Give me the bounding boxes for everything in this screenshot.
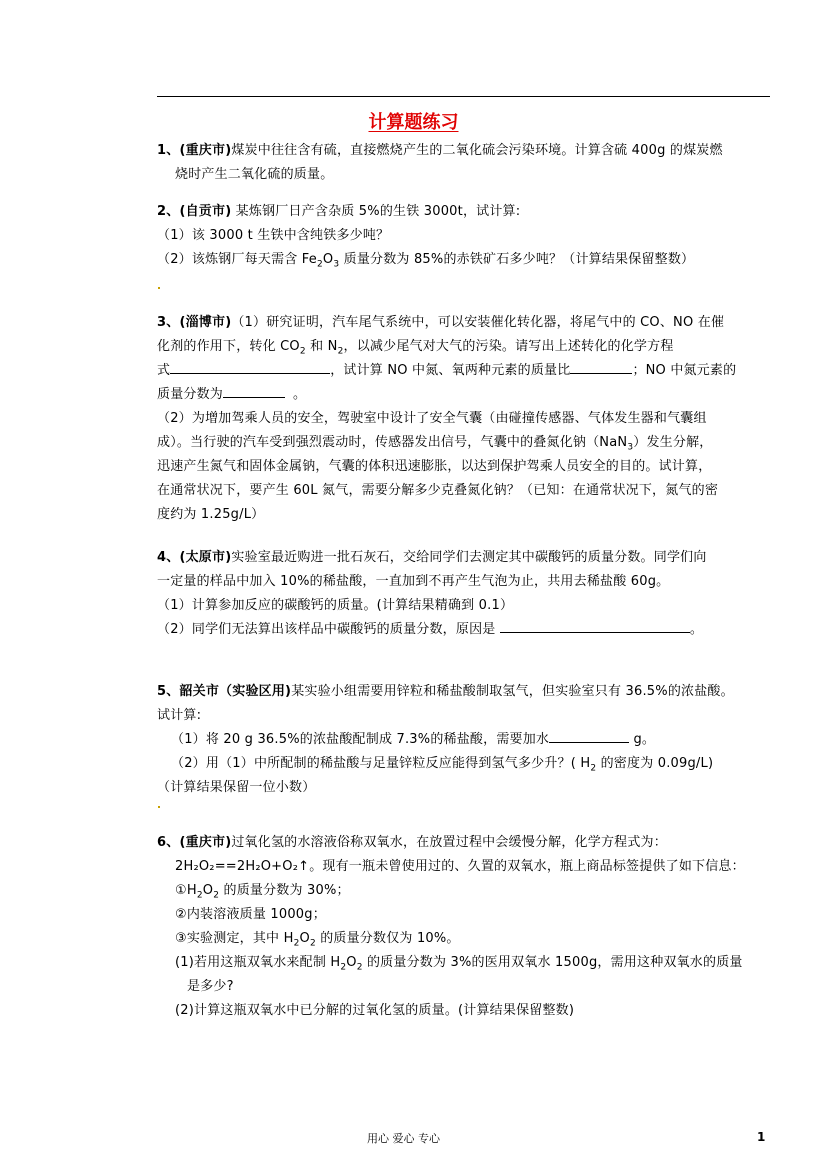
- text-line: [157, 951, 773, 975]
- text-line: [157, 999, 773, 1023]
- text-q6-i1a: ①H: [175, 883, 197, 898]
- text-q3-l2s2: 2: [337, 346, 344, 357]
- text-q6-l1: 过氧化氢的水溶液俗称双氧水，在放置过程中会缓慢分解，化学方程式为：: [231, 835, 667, 850]
- text-q5-l2: 试计算:: [157, 708, 202, 723]
- text-q3-num: 3、: [157, 315, 180, 330]
- text-q2-sub2b: 质量分数为 85%的赤铁矿石多少吨？（计算结果保留整数）: [339, 252, 695, 267]
- text-line: [157, 224, 773, 248]
- stray-mark: [158, 287, 160, 289]
- text-q6-i3b: 的质量分数仅为 10%。: [315, 931, 460, 946]
- text-q6-i1b: 的质量分数为 30%；: [219, 883, 350, 898]
- text-q4-l4a: （2）同学们无法算出该样品中碳酸钙的质量分数，原因是: [157, 622, 500, 637]
- text-q4-l2: 一定量的样品中加入 10%的稀盐酸，一直加到不再产生气泡为止，共用去稀盐酸 60g。: [157, 574, 670, 589]
- text-q2-num: 2、: [157, 204, 180, 219]
- text-q6-num: 6、: [157, 835, 180, 850]
- text-q2-sub2_o: O: [322, 252, 334, 267]
- text-q6-p1c: 是多少?: [187, 979, 234, 994]
- text-q2-sub2a: （2）该炼钢厂每天需含 Fe: [157, 252, 317, 267]
- text-q1-source: (重庆市): [179, 143, 232, 158]
- question-3: [157, 311, 773, 527]
- text-line: [157, 200, 773, 224]
- text-q3-l1: （1）研究证明，汽车尾气系统中，可以安装催化转化器，将尾气中的 CO、NO 在催: [231, 315, 725, 330]
- text-q6-p1s2: 2: [356, 962, 363, 973]
- text-line: [157, 455, 773, 479]
- text-line: [157, 752, 773, 776]
- text-line: [157, 139, 773, 163]
- reason-blank[interactable]: [500, 618, 690, 633]
- text-line: [157, 383, 773, 407]
- text-q6-i3s1: 2: [293, 938, 300, 949]
- text-q3-l6b: ）发生分解，: [633, 435, 713, 450]
- text-q3-l2a: 化剂的作用下，转化 CO: [157, 339, 300, 354]
- text-line: [157, 704, 773, 728]
- text-q2-line1: 某炼钢厂日产含杂质 5%的生铁 3000t，试计算:: [231, 204, 521, 219]
- text-q3-l5: （2）为增加驾乘人员的安全，驾驶室中设计了安全气囊（由碰撞传感器、气体发生器和气囊组: [157, 411, 707, 426]
- text-q3-l3a: 式: [157, 363, 171, 378]
- text-line: [157, 335, 773, 359]
- text-line: [157, 728, 773, 752]
- text-line: [157, 776, 773, 800]
- text-q6-p1b: 的质量分数为 3%的医用双氧水 1500g，需用这种双氧水的质量: [362, 955, 743, 970]
- text-q5-source: 韶关市（实验区用): [179, 684, 292, 699]
- text-line: [157, 407, 773, 431]
- text-q5-l4s: 2: [590, 763, 597, 774]
- text-q5-l4a: （2）用（1）中所配制的稀盐酸与足量锌粒反应能得到氢气多少升？( H: [171, 756, 591, 771]
- text-q6-p2: (2)计算这瓶双氧水中已分解的过氧化氢的质量。(计算结果保留整数): [175, 1003, 575, 1018]
- text-line: [157, 594, 773, 618]
- text-q5-l5: （计算结果保留一位小数）: [157, 780, 316, 795]
- text-q6-i2: ②内装溶液质量 1000g；: [175, 907, 326, 922]
- text-line: [157, 311, 773, 335]
- text-q2-sub2_s2: 3: [333, 259, 340, 270]
- text-q3-l3b: ，试计算 NO 中氮、氧两种元素的质量比: [330, 363, 571, 378]
- question-5: [157, 680, 773, 800]
- text-q5-l4b: 的密度为 0.09g/L): [596, 756, 714, 771]
- text-q6-i3s2: 2: [309, 938, 316, 949]
- text-q6-source: (重庆市): [179, 835, 232, 850]
- text-line: [157, 503, 773, 527]
- text-q1-line2: 烧时产生二氧化硫的质量。: [175, 167, 334, 182]
- text-q1-line1: 煤炭中往往含有硫，直接燃烧产生的二氧化硫会污染环境。计算含硫 400g 的煤炭燃: [231, 143, 723, 158]
- text-q3-l3c: ；NO 中氮元素的: [632, 363, 737, 378]
- text-q3-l7: 迅速产生氮气和固体金属钠，气囊的体积迅速膨胀，以达到保护驾乘人员安全的目的。试计算，: [157, 459, 712, 474]
- text-q4-l1: 实验室最近购进一批石灰石，交给同学们去测定其中碳酸钙的质量分数。同学们向: [231, 550, 707, 565]
- text-line: [157, 855, 773, 879]
- page-title: [0, 108, 827, 134]
- text-q1-num: 1、: [157, 143, 180, 158]
- water-amount-blank[interactable]: [549, 728, 629, 743]
- question-4: [157, 546, 773, 642]
- page-number: 1: [757, 1130, 766, 1144]
- text-q6-i1s2: 2: [213, 890, 220, 901]
- text-q3-source: (淄博市): [179, 315, 232, 330]
- text-q4-l4b: 。: [689, 622, 704, 637]
- text-q5-l3a: （1）将 20 g 36.5%的浓盐酸配制成 7.3%的稀盐酸，需要加水: [171, 732, 550, 747]
- text-q6-i1s1: 2: [196, 890, 203, 901]
- text-line: [157, 975, 773, 999]
- chemical-equation: 2H₂O₂==2H₂O+O₂↑: [175, 859, 310, 874]
- text-line: [157, 359, 773, 383]
- text-q6-p1a: (1)若用这瓶双氧水来配制 H: [175, 955, 341, 970]
- text-q3-l9: 度约为 1.25g/L）: [157, 507, 265, 522]
- text-q3-l6s: 3: [627, 442, 634, 453]
- text-line: [157, 570, 773, 594]
- text-q3-l2b: 和 N: [305, 339, 338, 354]
- question-6: [157, 831, 773, 1023]
- text-q3-l6: 成）。当行驶的汽车受到强烈震动时，传感器发出信号，气囊中的叠氮化钠（NaN: [157, 435, 628, 450]
- text-q2-sub2_s1: 2: [316, 259, 323, 270]
- text-q6-i3a: ③实验测定，其中 H: [175, 931, 294, 946]
- text-line: [157, 831, 773, 855]
- mass-ratio-blank[interactable]: [570, 359, 632, 374]
- mass-fraction-blank[interactable]: [223, 383, 285, 398]
- text-q6-i1o: O: [202, 883, 214, 898]
- text-line: [157, 903, 773, 927]
- text-q6-p1o: O: [346, 955, 357, 970]
- header-rule: [157, 96, 770, 97]
- text-line: [157, 618, 773, 642]
- text-q3-l2c: ，以减少尾气对大气的污染。请写出上述转化的化学方程: [343, 339, 674, 354]
- text-q4-source: (太原市): [179, 550, 232, 565]
- text-title: 计算题练习: [368, 112, 459, 133]
- text-line: [157, 546, 773, 570]
- text-q2-sub1: （1）该 3000 t 生铁中含纯铁多少吨？: [157, 228, 390, 243]
- text-q5-l1: 某实验小组需要用锌粒和稀盐酸制取氢气，但实验室只有 36.5%的浓盐酸。: [291, 684, 734, 699]
- text-q5-num: 5、: [157, 684, 180, 699]
- text-q5-l3b: g。: [629, 732, 656, 747]
- text-q6-i3o: O: [299, 931, 310, 946]
- text-line: [157, 431, 773, 455]
- text-q3-l4a: 质量分数为: [157, 387, 224, 402]
- text-line: [157, 680, 773, 704]
- question-2: [157, 200, 773, 272]
- text-line: [157, 479, 773, 503]
- text-q3-l4b: 。: [293, 387, 307, 402]
- stray-mark: [158, 806, 160, 808]
- text-q4-num: 4、: [157, 550, 180, 565]
- text-line: [157, 879, 773, 903]
- footer-motto: 用心 爱心 专心: [367, 1132, 440, 1145]
- equation-blank[interactable]: [170, 359, 330, 374]
- text-q3-l2s1: 2: [299, 346, 306, 357]
- question-1: [157, 139, 773, 187]
- text-q6-l2: 。现有一瓶未曾使用过的、久置的双氧水，瓶上商品标签提供了如下信息：: [309, 859, 745, 874]
- text-q2-source: (自贡市): [179, 204, 232, 219]
- text-q6-p1s1: 2: [340, 962, 347, 973]
- text-q3-l8: 在通常状况下，要产生 60L 氮气，需要分解多少克叠氮化钠？（已知：在通常状况下，氮气的密: [157, 483, 719, 498]
- text-q4-l3: （1）计算参加反应的碳酸钙的质量。(计算结果精确到 0.1）: [157, 598, 514, 613]
- text-line: [157, 248, 773, 272]
- text-line: [157, 927, 773, 951]
- text-line: [157, 163, 773, 187]
